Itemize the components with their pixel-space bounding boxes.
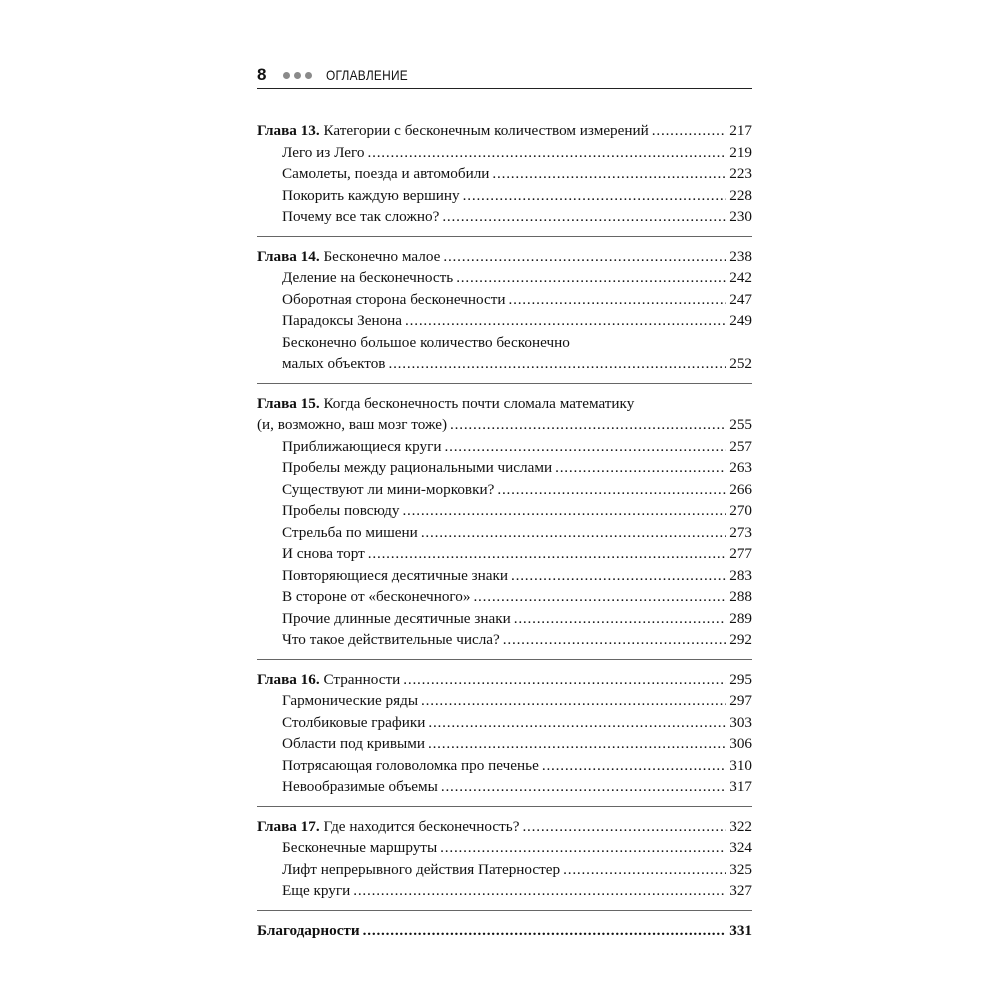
- dot-leader: [542, 755, 726, 777]
- toc-section-entry: [257, 565, 752, 587]
- section-title: Пробелы повсюду: [282, 502, 400, 519]
- section-title: Невообразимые объемы: [282, 778, 438, 795]
- running-title: ОГЛАВЛЕНИЕ: [326, 67, 408, 83]
- toc-chapter-entry: [257, 414, 752, 436]
- dot-leader: [503, 629, 726, 651]
- section-title: Лифт непрерывного действия Патерностер: [282, 860, 561, 878]
- dot-leader: [563, 859, 726, 881]
- chapter-label: Глава 15.: [257, 394, 320, 412]
- section-title: Гармонические ряды: [282, 692, 419, 709]
- ornament-dots-icon: [283, 72, 312, 79]
- toc-section-entry: [257, 206, 752, 228]
- chapter-14-block: [257, 246, 752, 384]
- page-ref: 270: [729, 502, 752, 519]
- dot-leader: [368, 543, 726, 565]
- chapter-13-block: [257, 120, 752, 237]
- section-title: Лего из Лего: [282, 143, 365, 161]
- page-ref: 324: [729, 839, 752, 856]
- page-ref: 317: [729, 778, 752, 795]
- page-ref: 255: [729, 416, 752, 433]
- dot-leader: [405, 310, 726, 332]
- page-ref: 327: [729, 882, 752, 899]
- section-title: В стороне от «бесконечного»: [282, 588, 471, 605]
- chapter-title: Когда бесконечность почти сломала математику: [323, 394, 635, 412]
- acknowledgements-title: Благодарности: [257, 921, 360, 939]
- toc-section-entry: [257, 267, 752, 289]
- page-ref: 325: [729, 860, 752, 878]
- page-ref: 266: [729, 480, 752, 498]
- dot-leader: [497, 479, 726, 501]
- dot-leader: [511, 565, 726, 587]
- page-ref: 223: [729, 165, 752, 182]
- toc-section-entry: [257, 142, 752, 164]
- toc-section-entry: [257, 163, 752, 185]
- page-ref: 322: [729, 817, 752, 835]
- toc-section-entry: [257, 586, 752, 608]
- dot-leader: [473, 586, 726, 608]
- dot-leader: [428, 733, 726, 755]
- section-title: Почему все так сложно?: [282, 208, 440, 225]
- page-ref: 217: [729, 122, 752, 139]
- chapter-17-block: [257, 816, 752, 911]
- chapter-label: Глава 16.: [257, 670, 320, 688]
- chapter-15-block: [257, 393, 752, 660]
- section-title: Самолеты, поезда и автомобили: [282, 165, 490, 182]
- toc-section-entry: [257, 755, 752, 777]
- section-title: Деление на бесконечность: [282, 269, 454, 286]
- toc-section-entry: [257, 500, 752, 522]
- chapter-title: Бесконечно малое: [323, 247, 441, 265]
- toc-section-entry: [257, 457, 752, 479]
- toc-section-entry: [257, 859, 752, 881]
- dot-leader: [353, 880, 726, 902]
- page-ref: 252: [729, 355, 752, 372]
- page-ref: 297: [729, 692, 752, 709]
- section-title: малых объектов: [282, 355, 386, 372]
- dot-leader: [522, 816, 726, 838]
- chapter-title: Категории с бесконечным количеством измерений: [323, 122, 649, 139]
- dot-leader: [388, 353, 726, 375]
- dot-leader: [514, 608, 727, 630]
- dot-leader: [363, 920, 727, 942]
- section-title: Парадоксы Зенона: [282, 312, 403, 329]
- page-ref: 306: [729, 735, 752, 752]
- page-ref: 219: [729, 143, 752, 161]
- page-ref: 230: [729, 208, 752, 225]
- page-ref: 283: [729, 566, 752, 584]
- section-title: Прочие длинные десятичные знаки: [282, 609, 511, 627]
- page-ref: 331: [729, 921, 752, 939]
- chapter-label: Глава 13.: [257, 122, 320, 139]
- toc-section-entry: [257, 776, 752, 798]
- chapter-16-block: [257, 669, 752, 807]
- dot-leader: [441, 776, 726, 798]
- table-of-contents: [257, 120, 752, 949]
- page-ref: 263: [729, 459, 752, 476]
- section-title: Приближающиеся круги: [282, 437, 442, 455]
- page-ref: 249: [729, 312, 752, 329]
- chapter-title-line: [257, 393, 752, 415]
- toc-section-entry: [257, 522, 752, 544]
- toc-acknowledgements-entry: [257, 920, 752, 942]
- toc-section-entry: [257, 185, 752, 207]
- page-ref: 295: [729, 670, 752, 688]
- section-title: Стрельба по мишени: [282, 523, 418, 541]
- section-title: Оборотная сторона бесконечности: [282, 290, 506, 308]
- toc-section-entry: [257, 837, 752, 859]
- page-number: 8: [257, 65, 267, 84]
- toc-section-entry: [257, 712, 752, 734]
- page-ref: 303: [729, 713, 752, 731]
- toc-section-entry: [257, 690, 752, 712]
- chapter-title: Странности: [323, 670, 401, 688]
- section-title: Повторяющиеся десятичные знаки: [282, 566, 508, 584]
- dot-leader: [555, 457, 726, 479]
- chapter-label: Глава 17.: [257, 817, 320, 835]
- page-ref: 289: [729, 609, 752, 627]
- page-ref: 277: [729, 545, 752, 562]
- dot-leader: [450, 414, 726, 436]
- page-ref: 273: [729, 523, 752, 541]
- chapter-label: Глава 14.: [257, 247, 320, 265]
- dot-leader: [368, 142, 727, 164]
- dot-leader: [428, 712, 726, 734]
- dot-leader: [509, 289, 727, 311]
- dot-leader: [492, 163, 726, 185]
- dot-leader: [402, 500, 726, 522]
- dot-leader: [440, 837, 726, 859]
- section-title: Бесконечные маршруты: [282, 839, 438, 856]
- section-title: Что такое действительные числа?: [282, 631, 500, 648]
- dot-leader: [443, 246, 726, 268]
- page-ref: 292: [729, 631, 752, 648]
- book-page: [257, 62, 752, 958]
- dot-leader: [652, 120, 726, 142]
- dot-leader: [442, 206, 726, 228]
- toc-section-entry: [257, 310, 752, 332]
- section-title: Пробелы между рациональными числами: [282, 459, 553, 476]
- toc-chapter-entry: [257, 120, 752, 142]
- toc-section-entry: [257, 543, 752, 565]
- toc-section-entry: [257, 289, 752, 311]
- chapter-title-continued: (и, возможно, ваш мозг тоже): [257, 416, 448, 433]
- page-ref: 310: [729, 756, 752, 774]
- dot-leader: [456, 267, 726, 289]
- toc-section-entry: [257, 880, 752, 902]
- page-ref: 228: [729, 186, 752, 204]
- dot-leader: [421, 522, 726, 544]
- dot-leader: [421, 690, 726, 712]
- toc-section-entry: [257, 608, 752, 630]
- dot-leader: [463, 185, 727, 207]
- page-ref: 242: [729, 269, 752, 286]
- page-ref: 257: [729, 437, 752, 455]
- page-ref: 288: [729, 588, 752, 605]
- toc-chapter-entry: [257, 816, 752, 838]
- section-title: Потрясающая головоломка про печенье: [282, 756, 539, 774]
- toc-chapter-entry: [257, 246, 752, 268]
- section-title: Еще круги: [282, 882, 351, 899]
- section-title: Области под кривыми: [282, 735, 425, 752]
- page-ref: 238: [729, 247, 752, 265]
- toc-section-entry: [257, 353, 752, 375]
- section-title: Столбиковые графики: [282, 713, 426, 731]
- section-title: И снова торт: [282, 545, 365, 562]
- acknowledgements-block: [257, 920, 752, 950]
- toc-section-entry: [257, 479, 752, 501]
- page-header: [257, 62, 752, 89]
- toc-section-entry: [257, 629, 752, 651]
- chapter-title: Где находится бесконечность?: [323, 817, 520, 835]
- dot-leader: [445, 436, 727, 458]
- toc-chapter-entry: [257, 669, 752, 691]
- dot-leader: [403, 669, 726, 691]
- page-ref: 247: [729, 290, 752, 308]
- toc-section-entry: [257, 436, 752, 458]
- toc-section-entry: [257, 733, 752, 755]
- section-title: Покорить каждую вершину: [282, 186, 460, 204]
- section-title: Существуют ли мини-морковки?: [282, 480, 495, 498]
- section-title-line: Бесконечно большое количество бесконечно: [282, 333, 570, 351]
